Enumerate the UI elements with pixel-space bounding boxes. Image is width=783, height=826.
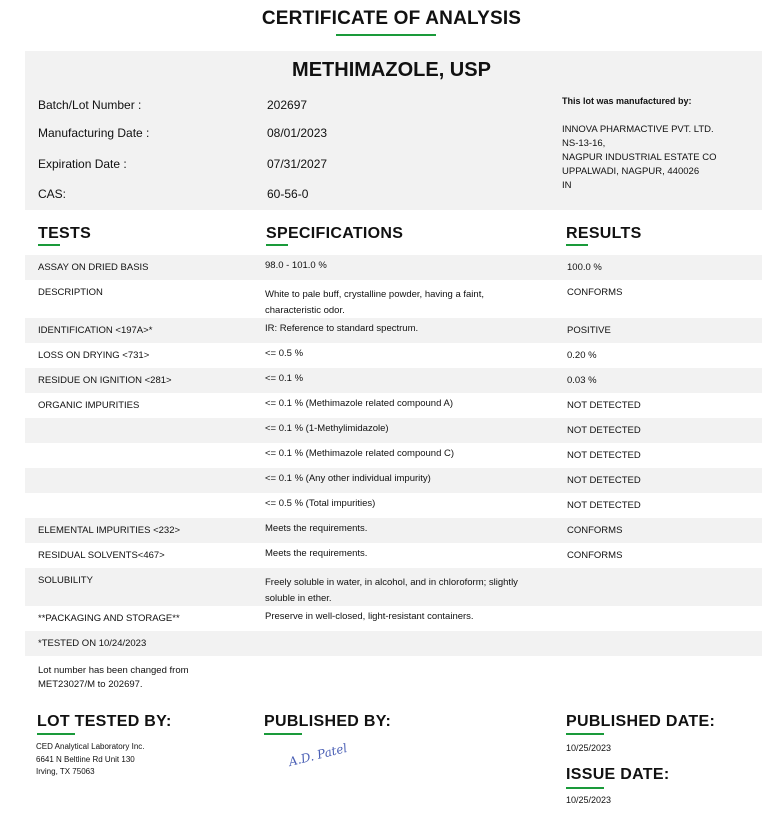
spec-cell: <= 0.5 % (Total impurities) <box>265 498 376 509</box>
test-cell: RESIDUE ON IGNITION <281> <box>38 375 172 386</box>
issue-date: 10/25/2023 <box>566 795 612 805</box>
table-row <box>25 518 762 543</box>
published-date-heading: PUBLISHED DATE: <box>566 713 716 730</box>
result-cell: CONFORMS <box>567 550 623 561</box>
heading-underline <box>37 733 75 735</box>
result-cell: NOT DETECTED <box>567 475 641 486</box>
result-cell: 0.03 % <box>567 375 597 386</box>
header-underline <box>266 244 288 246</box>
table-row <box>25 568 762 606</box>
batch-value: 202697 <box>267 98 308 112</box>
result-cell: POSITIVE <box>567 325 611 336</box>
batch-label: Batch/Lot Number : <box>38 98 142 112</box>
signature: A.D. Patel <box>287 740 349 770</box>
test-cell: RESIDUAL SOLVENTS<467> <box>38 550 165 561</box>
test-cell: SOLUBILITY <box>38 575 93 586</box>
heading-underline <box>264 733 302 735</box>
manufacturer-line: INNOVA PHARMACTIVE PVT. LTD. <box>562 124 714 135</box>
spec-cell: IR: Reference to standard spectrum. <box>265 323 419 334</box>
table-row <box>25 493 762 518</box>
cas-value: 60-56-0 <box>267 187 309 201</box>
lab-line: Irving, TX 75063 <box>36 767 95 776</box>
spec-cell: <= 0.1 % (Methimazole related compound A) <box>265 398 453 409</box>
result-cell: NOT DETECTED <box>567 400 641 411</box>
spec-cell: Freely soluble in water, in alcohol, and in chloroform; slightly soluble in ether. <box>265 577 518 604</box>
test-cell: IDENTIFICATION <197A>* <box>38 325 153 336</box>
table-row <box>25 631 762 656</box>
document-title: CERTIFICATE OF ANALYSIS <box>261 8 522 29</box>
result-cell: CONFORMS <box>567 525 623 536</box>
manufacturer-line: IN <box>562 180 572 191</box>
published-date: 10/25/2023 <box>566 743 612 753</box>
test-cell: DESCRIPTION <box>38 287 103 298</box>
note-line: Lot number has been changed from <box>38 665 189 676</box>
table-row <box>25 280 762 318</box>
exp-date-value: 07/31/2027 <box>267 157 328 171</box>
spec-cell: Preserve in well-closed, light-resistant containers. <box>265 611 474 622</box>
lot-tested-by-heading: LOT TESTED BY: <box>37 713 172 730</box>
column-header-tests: TESTS <box>38 225 92 242</box>
manufacturer-line: NS-13-16, <box>562 138 606 149</box>
spec-cell: <= 0.1 % (Any other individual impurity) <box>265 473 431 484</box>
product-name: METHIMAZOLE, USP <box>292 59 491 81</box>
manufacturer-line: UPPALWADI, NAGPUR, 440026 <box>562 166 700 177</box>
result-cell: NOT DETECTED <box>567 450 641 461</box>
result-cell: 100.0 % <box>567 262 602 273</box>
heading-underline <box>566 733 604 735</box>
table-row <box>25 443 762 468</box>
table-row <box>25 543 762 568</box>
spec-cell: <= 0.1 % (Methimazole related compound C) <box>265 448 455 459</box>
table-row <box>25 343 762 368</box>
mfg-date-value: 08/01/2023 <box>267 126 328 140</box>
lab-address <box>36 741 145 779</box>
table-row <box>25 368 762 393</box>
spec-cell: Meets the requirements. <box>265 523 368 534</box>
lab-line: CED Analytical Laboratory Inc. <box>36 742 145 751</box>
cas-label: CAS: <box>38 187 67 201</box>
spec-cell: <= 0.1 % <box>265 373 304 384</box>
header-underline <box>566 244 588 246</box>
spec-cell: <= 0.5 % <box>265 348 304 359</box>
issue-date-heading: ISSUE DATE: <box>566 766 670 783</box>
column-header-specifications: SPECIFICATIONS <box>266 225 404 242</box>
result-cell: 0.20 % <box>567 350 597 361</box>
table-row <box>25 255 762 280</box>
header-underline <box>38 244 60 246</box>
manufacturer-heading: This lot was manufactured by: <box>562 96 692 106</box>
table-row <box>25 468 762 493</box>
note-line: MET23027/M to 202697. <box>38 679 143 690</box>
table-row <box>25 606 762 631</box>
lot-change-note <box>38 664 189 692</box>
mfg-date-label: Manufacturing Date : <box>38 126 150 140</box>
spec-cell: Meets the requirements. <box>265 548 368 559</box>
column-header-results: RESULTS <box>566 225 642 242</box>
test-cell: LOSS ON DRYING <731> <box>38 350 150 361</box>
table-row <box>25 418 762 443</box>
exp-date-label: Expiration Date : <box>38 157 127 171</box>
spec-cell: White to pale buff, crystalline powder, having a faint, characteristic odor. <box>265 289 484 316</box>
result-cell: NOT DETECTED <box>567 425 641 436</box>
lab-line: 6641 N Beltline Rd Unit 130 <box>36 754 135 764</box>
test-cell: ASSAY ON DRIED BASIS <box>38 262 149 273</box>
spec-cell: <= 0.1 % (1-Methylimidazole) <box>265 423 389 434</box>
test-cell: ORGANIC IMPURITIES <box>38 400 140 411</box>
published-by-heading: PUBLISHED BY: <box>264 713 392 730</box>
result-cell: NOT DETECTED <box>567 500 641 511</box>
table-row <box>25 318 762 343</box>
result-cell: CONFORMS <box>567 287 623 298</box>
table-row <box>25 393 762 418</box>
test-cell: *TESTED ON 10/24/2023 <box>38 638 147 649</box>
manufacturer-line: NAGPUR INDUSTRIAL ESTATE CO <box>562 152 717 163</box>
spec-cell: 98.0 - 101.0 % <box>265 260 327 271</box>
title-underline <box>336 34 436 36</box>
test-cell: ELEMENTAL IMPURITIES <232> <box>38 525 181 536</box>
heading-underline <box>566 787 604 789</box>
test-cell: **PACKAGING AND STORAGE** <box>38 613 180 624</box>
